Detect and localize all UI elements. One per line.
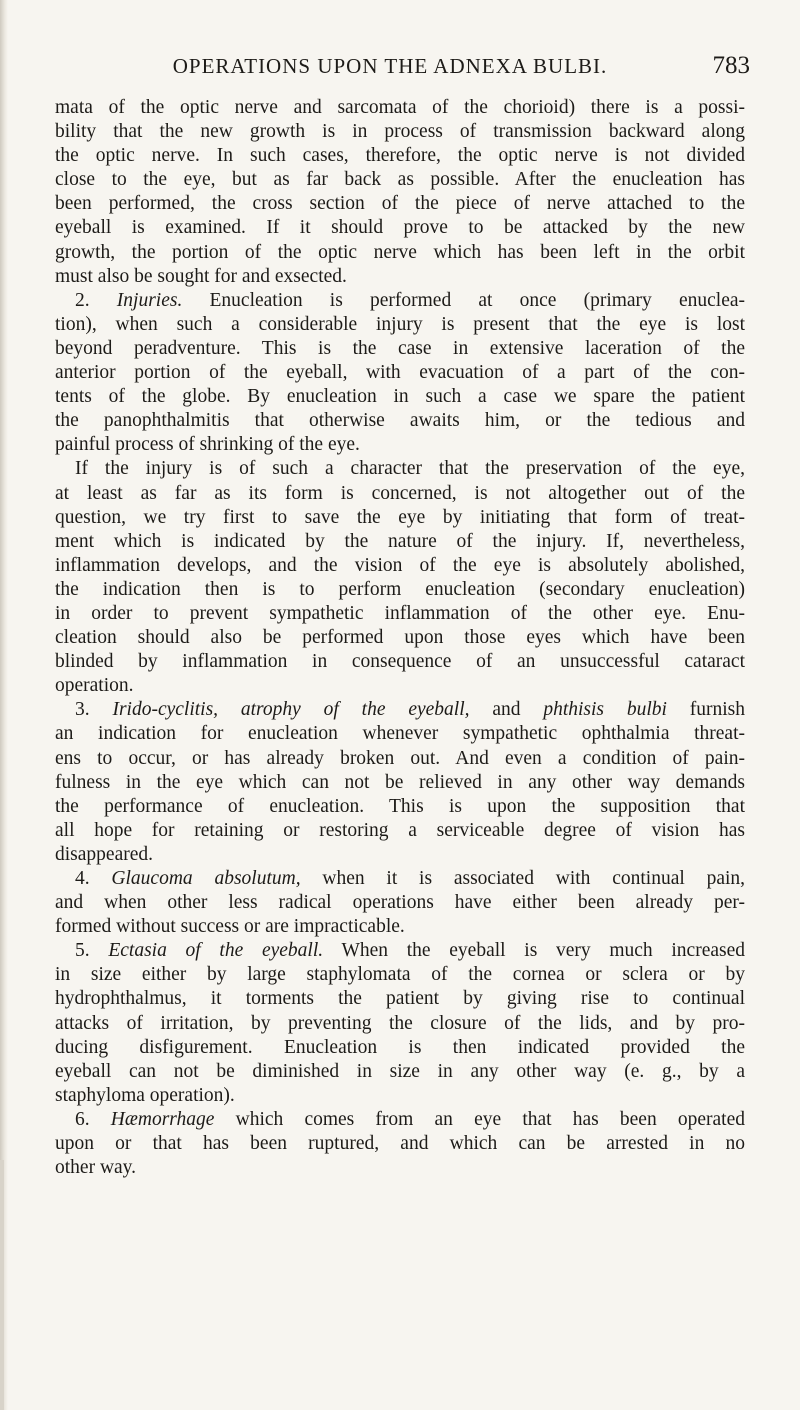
text-line: blinded by inflammation in consequence of an unsuccessful cataract <box>55 651 745 673</box>
text-line: anterior portion of the eyeball, with evacuation of a part of the con- <box>55 362 745 384</box>
italic-term: Irido-cyclitis, atrophy of the eyeball, <box>112 699 470 721</box>
text-line: an indication for enucleation whenever sympathetic ophthalmia threat- <box>55 723 745 745</box>
text-line: growth, the portion of the optic nerve which has been left in the orbit <box>55 241 745 263</box>
text-line: cleation should also be performed upon those eyes which have been <box>55 627 745 649</box>
text-line: 6. Hæmorrhage which comes from an eye that has been operated <box>75 1108 745 1130</box>
text-line: at least as far as its form is concerned, is not altogether out of the <box>55 482 745 504</box>
text-line: fulness in the eye which can not be relieved in any other way demands <box>55 771 745 793</box>
text-line: operation. <box>55 675 134 697</box>
text-line: ducing disfigurement. Enucleation is then indicated provided the <box>55 1036 745 1058</box>
text-line: tents of the globe. By enucleation in such a case we spare the patient <box>55 386 745 408</box>
text-line: 4. Glaucoma absolutum, when it is associated with continual pain, <box>75 868 746 889</box>
page-header <box>100 46 750 86</box>
text-line: mata of the optic nerve and sarcomata of the chorioid) there is a possi- <box>55 97 745 118</box>
text-line: eyeball can not be diminished in size in any other way (e. g., by a <box>55 1060 745 1082</box>
running-head: OPERATIONS UPON THE ADNEXA BULBI. <box>172 54 608 78</box>
italic-term: phthisis bulbi <box>543 699 667 721</box>
text-line: all hope for retaining or restoring a serviceable degree of vision has <box>55 819 745 841</box>
text-line: the performance of enucleation. This is upon the supposition that <box>55 795 745 817</box>
text-line: the indication then is to perform enucleation (secondary enucleation) <box>55 578 745 600</box>
text-line: eyeball is examined. If it should prove to be attacked by the new <box>55 217 745 239</box>
text-line: and when other less radical operations have either been already per- <box>55 892 745 914</box>
italic-term: Injuries. <box>116 289 183 311</box>
text-line: in order to prevent sympathetic inflammation of the other eye. Enu- <box>55 602 745 624</box>
text-line: 2. Injuries. Enucleation is performed at once (primary enuclea- <box>75 289 745 311</box>
text-line: in size either by large staphylomata of the cornea or sclera or by <box>55 964 745 986</box>
page-gutter-shadow-lower <box>0 1160 4 1410</box>
text-line: bility that the new growth is in process of transmission backward along <box>55 121 745 143</box>
text-line: close to the eye, but as far back as possible. After the enucleation has <box>55 169 745 191</box>
text-line: beyond peradventure. This is the case in extensive laceration of the <box>55 337 745 359</box>
text-line: other way. <box>55 1157 137 1179</box>
text-line: painful process of shrinking of the eye. <box>55 434 360 456</box>
text-line: the panophthalmitis that otherwise awaits him, or the tedious and <box>55 410 745 432</box>
text-line: ment which is indicated by the nature of the injury. If, nevertheless, <box>55 530 745 552</box>
text-line: formed without success or are impracticable. <box>55 916 405 938</box>
page-number: 783 <box>712 52 750 79</box>
text-line: inflammation develops, and the vision of the eye is absolutely abolished, <box>55 554 745 576</box>
text-line: If the injury is of such a character that the preservation of the eye, <box>75 458 745 480</box>
text-line: question, we try first to save the eye by initiating that form of treat- <box>55 506 745 528</box>
text-line: attacks of irritation, by preventing the closure of the lids, and by pro- <box>55 1012 745 1034</box>
text-line: ens to occur, or has already broken out. And even a condition of pain- <box>55 747 745 769</box>
text-line: hydrophthalmus, it torments the patient by giving rise to continual <box>55 988 745 1010</box>
text-line: been performed, the cross section of the piece of nerve attached to the <box>55 193 745 215</box>
text-line: upon or that has been ruptured, and which can be arrested in no <box>55 1133 745 1155</box>
text-line: must also be sought for and exsected. <box>55 265 347 287</box>
text-line: staphyloma operation). <box>55 1084 235 1106</box>
italic-term: Ectasia of the eyeball. <box>108 940 324 962</box>
body-text <box>55 96 745 1180</box>
text-line: disappeared. <box>55 843 153 865</box>
text-line: tion), when such a considerable injury is present that the eye is lost <box>55 313 745 335</box>
italic-term: Hæmorrhage <box>110 1108 215 1130</box>
italic-term: Glaucoma absolutum, <box>111 868 301 889</box>
text-line: the optic nerve. In such cases, therefore, the optic nerve is not divided <box>55 145 745 167</box>
text-line: 5. Ectasia of the eyeball. When the eyeball is very much increased <box>75 940 745 962</box>
text-line: 3. Irido-cyclitis, atrophy of the eyeball, and phthisis bulbi furnish <box>75 699 746 721</box>
